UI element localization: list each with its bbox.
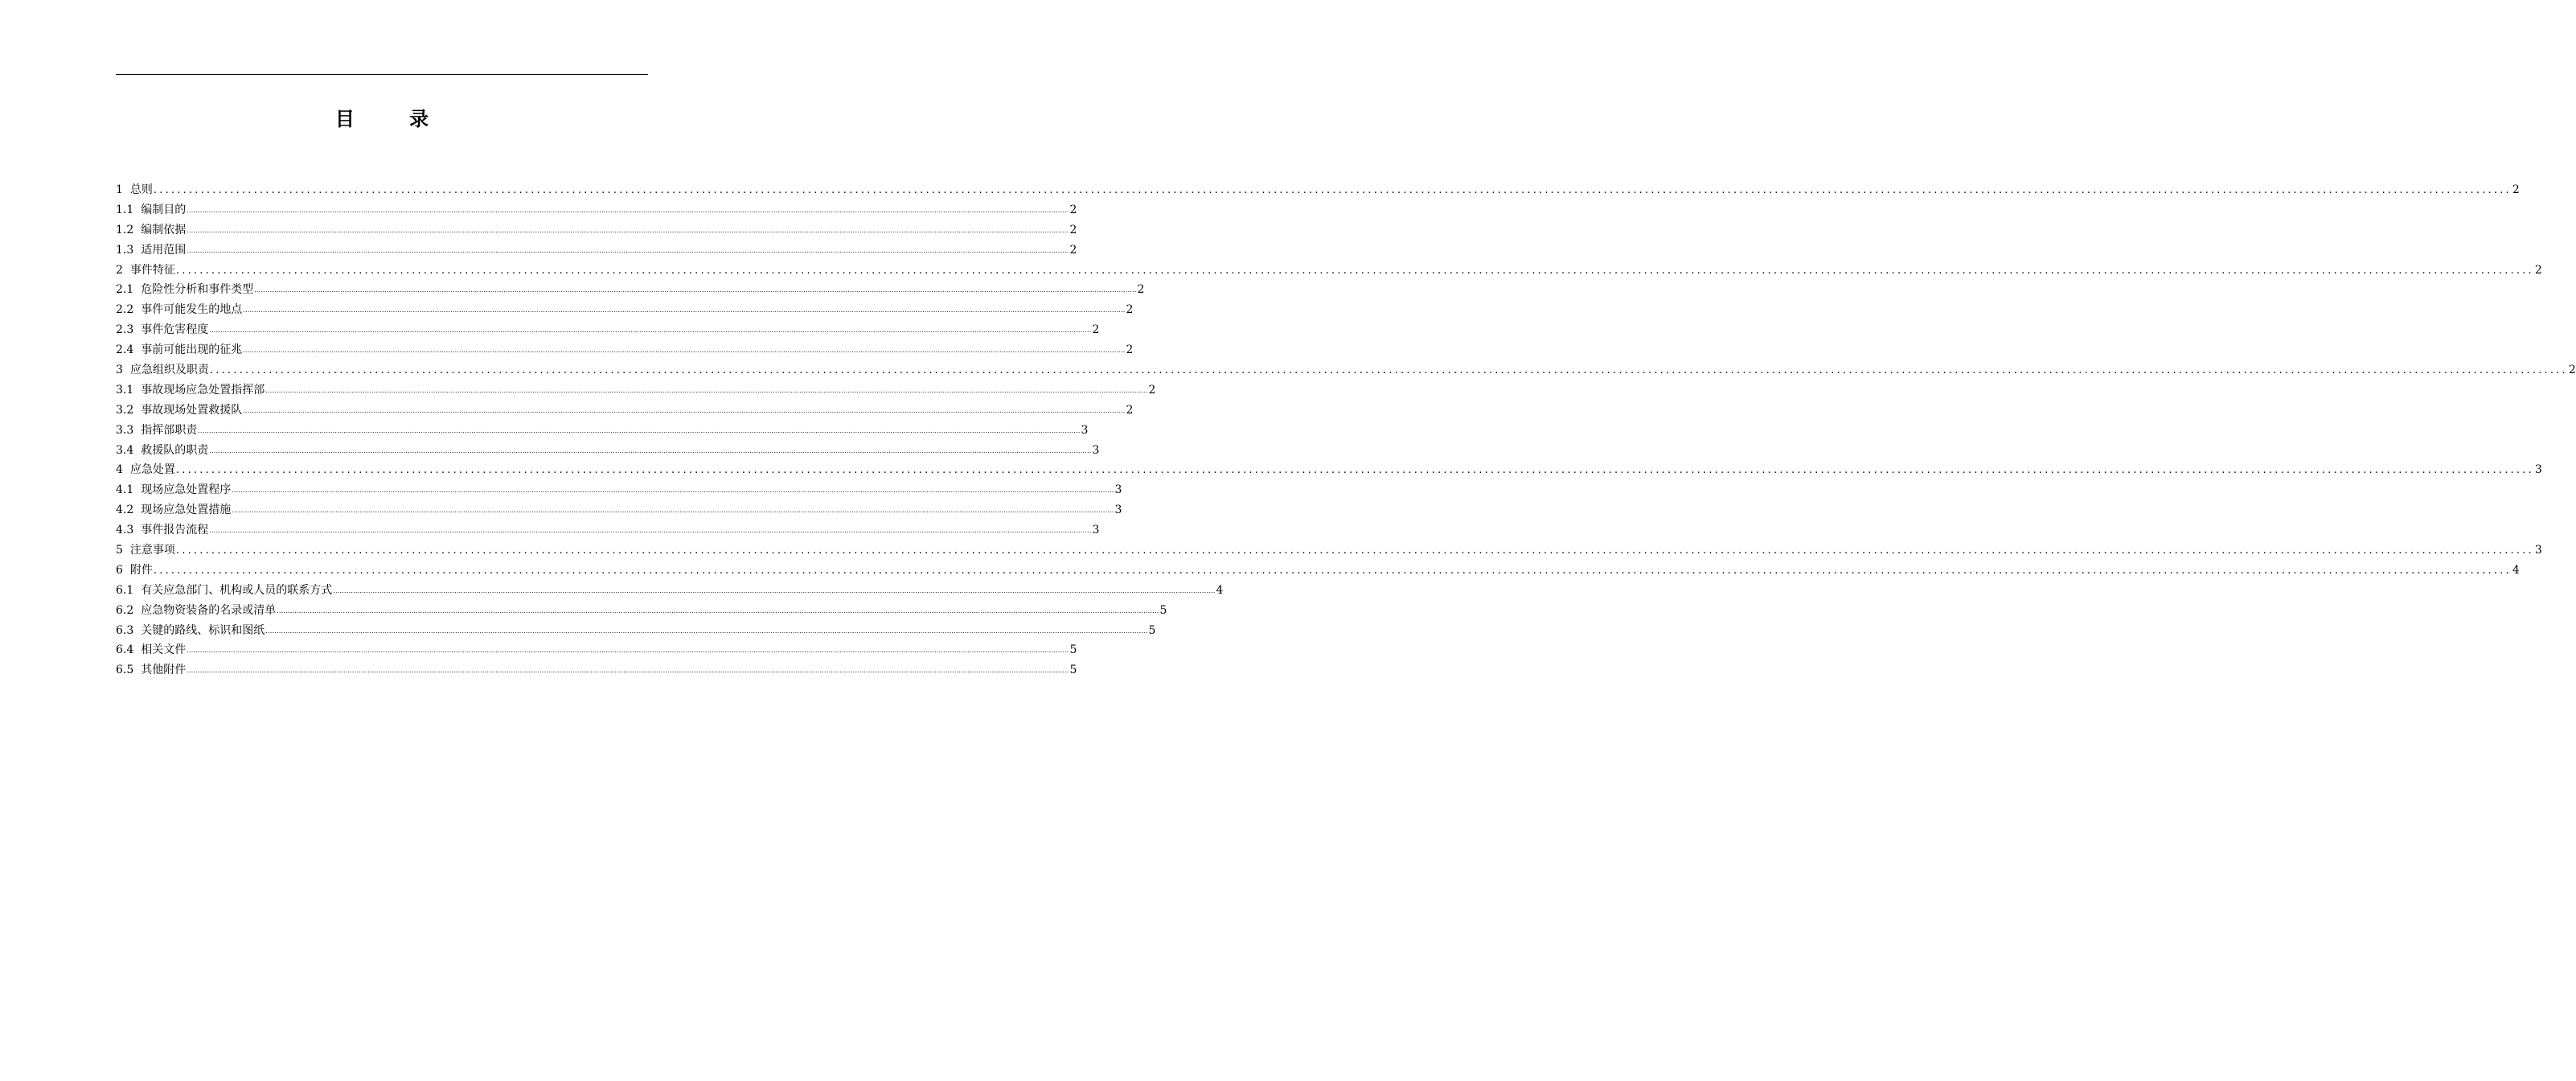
toc-entry-number: 2 (116, 263, 123, 277)
toc-entry[interactable] (116, 541, 2542, 561)
toc-entry-number: 3 (116, 364, 123, 377)
toc-dot-leader: ................................................................................................................................................................................................................................................................................................................................................................................................................ (265, 627, 1148, 635)
toc-entry-text: 编制目的 (141, 203, 187, 216)
toc-entry-label (116, 261, 175, 277)
toc-entry-number: 2.2 (116, 303, 134, 317)
toc-entry-number: 3.1 (116, 383, 134, 397)
toc-entry-text: 其他附件 (141, 664, 187, 677)
toc-dot-leader: ................................................................................................................................................................................................................................................................................................................................................................................................................ (232, 507, 1114, 515)
toc-entry-number: 4.2 (116, 504, 134, 517)
toc-entry-number: 1 (116, 183, 123, 196)
toc-dot-leader: ................................................................................................................................................................................................................................................................................................................................................................................................................ (254, 286, 1137, 294)
toc-entry-page-number: 2 (1137, 283, 1145, 297)
toc-entry-label (116, 661, 186, 677)
toc-entry-text: 指挥部职责 (141, 423, 198, 437)
toc-entry-number: 1.1 (116, 203, 134, 216)
toc-entry-number: 4.3 (116, 524, 134, 537)
toc-entry-number: 6 (116, 563, 123, 577)
toc-dot-leader: ................................................................................................................................................................................................................................................................................................................................................................................................................ (187, 246, 1069, 254)
toc-entry-text: 救援队的职责 (141, 443, 209, 457)
toc-entry-text: 危险性分析和事件类型 (141, 283, 254, 297)
toc-entry-label (116, 442, 208, 458)
toc-dot-leader: ................................................................................................................................................................................................................................................................................................................................................................................................................ (153, 564, 2512, 577)
toc-entry-text: 应急物资装备的名录或清单 (141, 603, 277, 617)
toc-entry-number: 6.4 (116, 643, 134, 657)
toc-entry-text: 事件危害程度 (141, 323, 209, 337)
toc-entry[interactable] (116, 241, 1077, 261)
toc-entry[interactable] (116, 361, 2576, 381)
toc-entry[interactable] (116, 622, 1156, 642)
toc-entry-number: 1.3 (116, 243, 134, 257)
toc-entry[interactable] (116, 301, 1134, 321)
toc-entry-label (116, 281, 253, 297)
toc-entry-label (116, 201, 186, 217)
header-rule (116, 74, 648, 75)
toc-dot-leader: ................................................................................................................................................................................................................................................................................................................................................................................................................ (277, 606, 1159, 614)
toc-entry-page-number: 2 (2512, 183, 2520, 196)
toc-dot-leader: ................................................................................................................................................................................................................................................................................................................................................................................................................ (175, 545, 2534, 557)
toc-entry-label (116, 361, 209, 377)
toc-entry[interactable] (116, 561, 2520, 582)
toc-entry-text: 事件特征 (129, 263, 175, 277)
toc-entry-number: 6.1 (116, 583, 134, 597)
toc-entry-text: 有关应急部门、机构或人员的联系方式 (141, 583, 333, 597)
toc-entry-label (116, 301, 242, 317)
toc-entry-label (116, 401, 242, 417)
toc-entry-number: 6.3 (116, 623, 134, 637)
toc-entry-text: 现场应急处置程序 (141, 483, 232, 497)
toc-entry-label (116, 221, 186, 237)
toc-entry[interactable] (116, 602, 1167, 622)
toc-entry-label (116, 321, 208, 337)
toc-entry-page-number: 2 (1069, 223, 1077, 236)
toc-entry-page-number: 3 (2534, 544, 2542, 557)
toc-entry-page-number: 3 (1114, 504, 1122, 517)
toc-entry-page-number: 2 (1126, 403, 1134, 417)
toc-entry-page-number: 5 (1159, 603, 1167, 617)
toc-entry[interactable] (116, 582, 1224, 602)
toc-dot-leader: ................................................................................................................................................................................................................................................................................................................................................................................................................ (232, 487, 1114, 495)
toc-entry-page-number: 4 (1216, 583, 1224, 597)
toc-entry[interactable] (116, 341, 1134, 361)
toc-dot-leader: ................................................................................................................................................................................................................................................................................................................................................................................................................ (209, 327, 1092, 335)
toc-entry-text: 附件 (129, 563, 153, 577)
toc-entry-text: 相关文件 (141, 643, 187, 657)
toc-entry-text: 事故现场处置救援队 (141, 403, 243, 417)
toc-entry-page-number: 2 (1069, 243, 1077, 257)
toc-entry-label (116, 622, 265, 638)
toc-entry-number: 3.2 (116, 403, 134, 417)
toc-entry-page-number: 2 (2568, 364, 2576, 377)
toc-dot-leader: ................................................................................................................................................................................................................................................................................................................................................................................................................ (175, 464, 2534, 477)
toc-entry-label (116, 602, 276, 618)
toc-entry-label (116, 421, 197, 438)
toc-entry-text: 注意事项 (129, 544, 175, 557)
toc-entry[interactable] (116, 641, 1077, 661)
table-of-contents (116, 181, 2576, 681)
toc-entry-text: 现场应急处置措施 (141, 504, 232, 517)
toc-entry[interactable] (116, 461, 2542, 481)
toc-entry-number: 6.2 (116, 603, 134, 617)
toc-entry-number: 4.1 (116, 483, 134, 497)
toc-entry-number: 3.3 (116, 423, 134, 437)
toc-entry-page-number: 3 (1114, 483, 1122, 497)
toc-entry-text: 事故现场应急处置指挥部 (141, 383, 265, 397)
toc-entry-page-number: 2 (1126, 343, 1134, 357)
toc-entry-text: 关键的路线、标识和图纸 (141, 623, 265, 637)
toc-entry-page-number: 3 (1081, 423, 1089, 437)
toc-entry[interactable] (116, 261, 2542, 282)
toc-entry-text: 总则 (129, 183, 153, 196)
toc-dot-leader: ................................................................................................................................................................................................................................................................................................................................................................................................................ (175, 264, 2534, 277)
toc-entry-page-number: 3 (1092, 443, 1100, 457)
toc-entry-text: 事件可能发生的地点 (141, 303, 243, 317)
toc-entry-label (116, 241, 186, 257)
toc-dot-leader: ................................................................................................................................................................................................................................................................................................................................................................................................................ (198, 426, 1081, 434)
toc-entry[interactable] (116, 201, 1077, 221)
toc-entry-number: 2.4 (116, 343, 134, 357)
toc-entry[interactable] (116, 401, 1134, 421)
toc-dot-leader: ................................................................................................................................................................................................................................................................................................................................................................................................................ (209, 446, 1092, 454)
toc-entry[interactable] (116, 501, 1122, 521)
toc-dot-leader: ................................................................................................................................................................................................................................................................................................................................................................................................................ (243, 347, 1126, 355)
toc-entry-page-number: 2 (1069, 203, 1077, 216)
toc-entry-text: 适用范围 (141, 243, 187, 257)
toc-entry-text: 编制依据 (141, 223, 187, 236)
toc-entry[interactable] (116, 181, 2520, 201)
toc-entry-label (116, 641, 186, 657)
toc-entry[interactable] (116, 321, 1100, 341)
toc-entry-page-number: 5 (1069, 664, 1077, 677)
toc-entry-label (116, 341, 242, 357)
toc-entry[interactable] (116, 521, 1100, 541)
toc-entry-page-number: 2 (1126, 303, 1134, 317)
toc-entry-label (116, 181, 153, 197)
toc-entry-page-number: 3 (1092, 524, 1100, 537)
toc-dot-leader: ................................................................................................................................................................................................................................................................................................................................................................................................................ (209, 527, 1092, 535)
toc-dot-leader: ................................................................................................................................................................................................................................................................................................................................................................................................................ (187, 206, 1069, 214)
toc-entry-page-number: 4 (2512, 563, 2520, 577)
toc-entry-page-number: 2 (1092, 323, 1100, 337)
toc-entry-label (116, 521, 208, 537)
toc-entry-number: 2.1 (116, 283, 134, 297)
toc-dot-leader: ................................................................................................................................................................................................................................................................................................................................................................................................................ (153, 184, 2512, 196)
toc-dot-leader: ................................................................................................................................................................................................................................................................................................................................................................................................................ (187, 226, 1069, 234)
toc-dot-leader: ................................................................................................................................................................................................................................................................................................................................................................................................................ (243, 406, 1126, 414)
toc-dot-leader: ................................................................................................................................................................................................................................................................................................................................................................................................................ (243, 306, 1126, 314)
toc-entry-label (116, 481, 231, 497)
toc-entry-page-number: 2 (2534, 263, 2542, 277)
toc-entry[interactable] (116, 442, 1100, 462)
toc-entry-page-number: 2 (1148, 383, 1156, 397)
toc-entry[interactable] (116, 281, 1145, 301)
toc-entry-label (116, 501, 231, 517)
toc-entry-number: 2.3 (116, 323, 134, 337)
toc-entry-label (116, 582, 332, 598)
toc-entry-text: 应急处置 (129, 463, 175, 477)
toc-entry[interactable] (116, 381, 1156, 401)
toc-entry-number: 6.5 (116, 664, 134, 677)
toc-entry[interactable] (116, 481, 1122, 501)
page-title: 目 录 (334, 108, 453, 130)
toc-entry-label (116, 561, 153, 577)
toc-entry-text: 事前可能出现的征兆 (141, 343, 243, 357)
toc-dot-leader: ................................................................................................................................................................................................................................................................................................................................................................................................................ (187, 667, 1069, 675)
toc-entry-number: 4 (116, 463, 123, 477)
toc-entry[interactable] (116, 661, 1077, 681)
toc-entry-number: 3.4 (116, 443, 134, 457)
toc-entry-number: 1.2 (116, 223, 134, 236)
toc-entry-text: 应急组织及职责 (129, 364, 209, 377)
toc-entry-label (116, 461, 175, 477)
toc-entry[interactable] (116, 421, 1089, 442)
toc-entry-label (116, 381, 265, 397)
toc-dot-leader: ................................................................................................................................................................................................................................................................................................................................................................................................................ (209, 364, 2568, 377)
toc-entry-page-number: 5 (1069, 643, 1077, 657)
toc-entry-page-number: 5 (1148, 623, 1156, 637)
toc-dot-leader: ................................................................................................................................................................................................................................................................................................................................................................................................................ (333, 586, 1216, 594)
toc-entry[interactable] (116, 221, 1077, 241)
toc-entry-number: 5 (116, 544, 123, 557)
toc-entry-text: 事件报告流程 (141, 524, 209, 537)
toc-entry-label (116, 541, 175, 557)
toc-dot-leader: ................................................................................................................................................................................................................................................................................................................................................................................................................ (265, 386, 1148, 394)
toc-dot-leader: ................................................................................................................................................................................................................................................................................................................................................................................................................ (187, 647, 1069, 655)
toc-entry-page-number: 3 (2534, 463, 2542, 477)
